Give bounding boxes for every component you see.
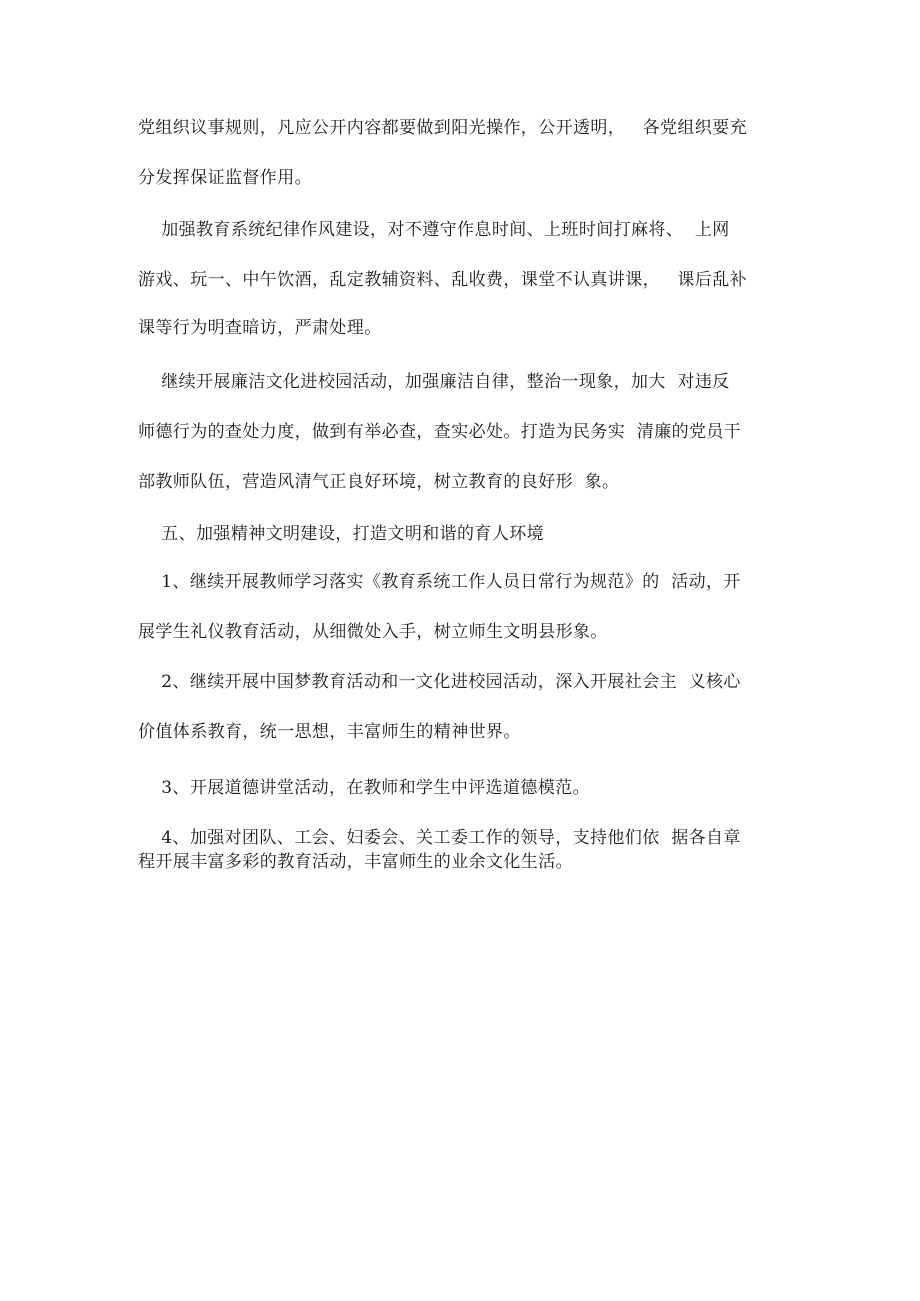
text-line: 师德行为的查处力度，做到有举必查，查实必处。打造为民务实 清廉的党员干 <box>138 422 742 442</box>
text-line: 课等行为明查暗访，严肃处理。 <box>138 318 382 338</box>
text-line: 4、加强对团队、工会、妇委会、关工委工作的领导，支持他们依 据各自章 <box>138 828 741 848</box>
text-line: 党组织议事规则，凡应公开内容都要做到阳光操作，公开透明， 各党组织要充 <box>138 118 748 138</box>
text-line: 价值体系教育，统一思想，丰富师生的精神世界。 <box>138 722 521 742</box>
text-line: 加强教育系统纪律作风建设，对不遵守作息时间、上班时间打麻将、 上网 <box>138 220 730 240</box>
text-line: 游戏、玩一、中午饮酒，乱定教辅资料、乱收费，课堂不认真讲课， 课后乱补 <box>138 270 748 290</box>
text-line: 五、加强精神文明建设，打造文明和谐的育人环境 <box>138 524 545 544</box>
text-line: 部教师队伍，营造风清气正良好环境，树立教育的良好形 象。 <box>138 472 620 492</box>
text-line: 程开展丰富多彩的教育活动，丰富师生的业余文化生活。 <box>138 852 573 872</box>
text-line: 2、继续开展中国梦教育活动和一文化进校园活动，深入开展社会主 义核心 <box>138 672 741 692</box>
text-line: 3、开展道德讲堂活动，在教师和学生中评选道德模范。 <box>138 778 591 798</box>
text-line: 分发挥保证监督作用。 <box>138 168 312 188</box>
text-line: 1、继续开展教师学习落实《教育系统工作人员日常行为规范》的 活动，开 <box>138 572 741 592</box>
text-line: 继续开展廉洁文化进校园活动，加强廉洁自律，整治一现象，加大 对违反 <box>138 372 730 392</box>
text-line: 展学生礼仪教育活动，从细微处入手，树立师生文明县形象。 <box>138 622 608 642</box>
